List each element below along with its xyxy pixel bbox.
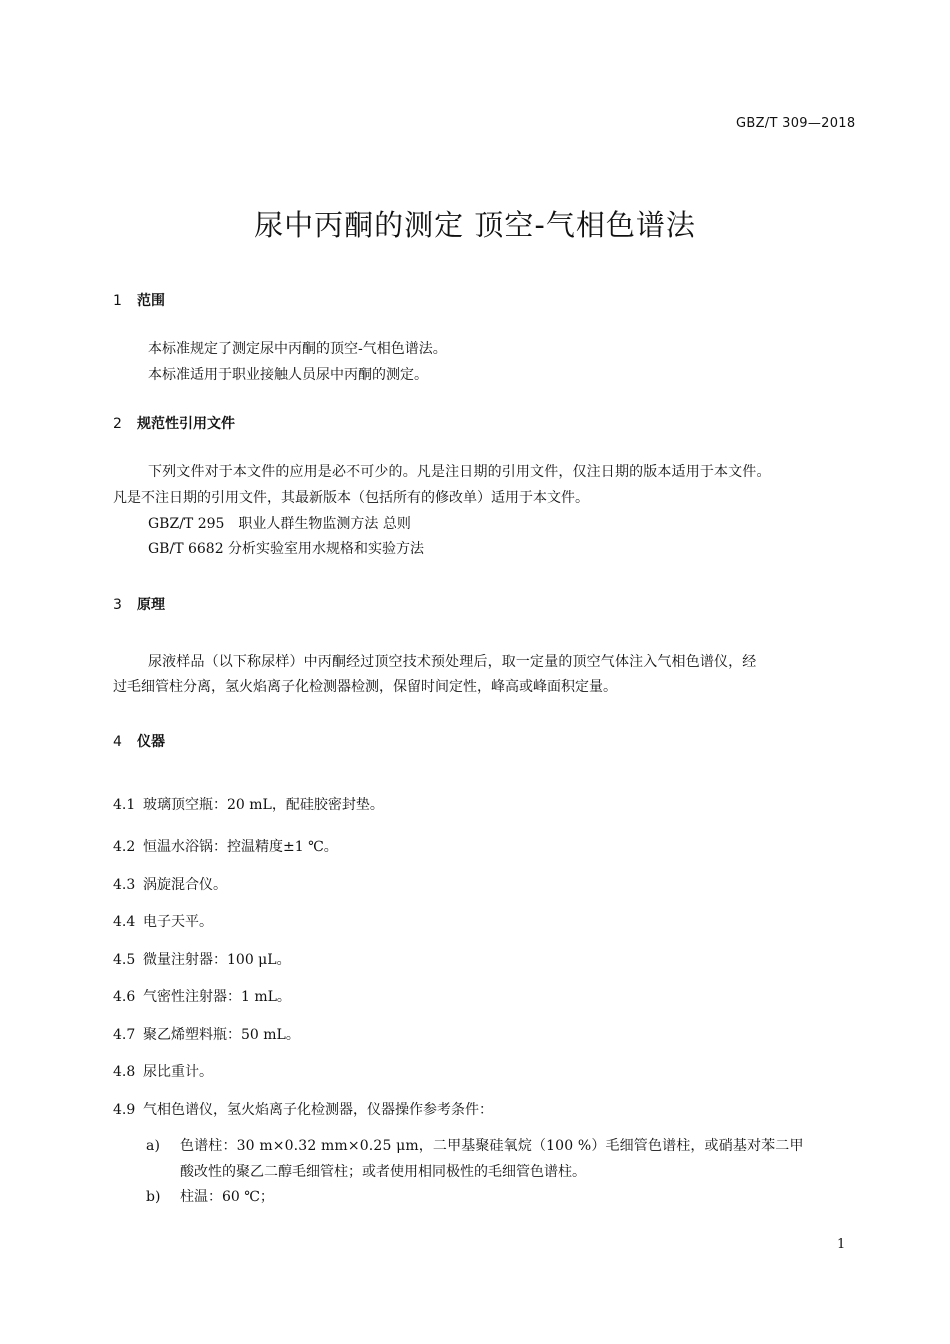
item-number: 4.7 xyxy=(113,1027,136,1043)
item-number: 4.1 xyxy=(113,797,136,813)
sublist-item xyxy=(146,1186,274,1206)
list-item xyxy=(113,1061,213,1081)
list-item xyxy=(113,874,227,894)
section-number: 2 xyxy=(113,416,122,432)
item-text: 微量注射器：100 μL。 xyxy=(143,952,291,968)
standard-code: GBZ/T 309—2018 xyxy=(736,116,856,131)
item-text: 涡旋混合仪。 xyxy=(143,877,227,893)
sublist-text: 柱温：60 ℃； xyxy=(180,1189,274,1205)
sublist-text: 色谱柱：30 m×0.32 mm×0.25 μm，二甲基聚硅氧烷（100 %）毛细管色谱柱，或硝基对苯二甲 xyxy=(180,1138,804,1154)
item-number: 4.8 xyxy=(113,1064,136,1080)
section-heading-4 xyxy=(113,731,165,751)
section-title: 规范性引用文件 xyxy=(137,416,235,432)
list-item xyxy=(113,1099,493,1119)
list-item xyxy=(113,986,291,1006)
paragraph: 过毛细管柱分离，氢火焰离子化检测器检测，保留时间定性，峰高或峰面积定量。 xyxy=(113,679,617,695)
item-number: 4.2 xyxy=(113,839,136,855)
section-heading-1 xyxy=(113,290,165,310)
item-text: 气相色谱仪，氢火焰离子化检测器，仪器操作参考条件： xyxy=(143,1102,493,1118)
section-title: 范围 xyxy=(137,293,165,309)
item-number: 4.6 xyxy=(113,989,136,1005)
paragraph: 本标准适用于职业接触人员尿中丙酮的测定。 xyxy=(148,367,428,383)
sublist-label: a) xyxy=(146,1138,161,1154)
section-heading-2 xyxy=(113,413,235,433)
sublist-continuation: 酸改性的聚乙二醇毛细管柱；或者使用相同极性的毛细管色谱柱。 xyxy=(180,1164,586,1180)
list-item xyxy=(113,1024,300,1044)
paragraph: 尿液样品（以下称尿样）中丙酮经过顶空技术预处理后，取一定量的顶空气体注入气相色谱仪，经 xyxy=(148,654,757,670)
sublist-item xyxy=(146,1135,804,1155)
list-item xyxy=(113,911,213,931)
paragraph: 本标准规定了测定尿中丙酮的顶空-气相色谱法。 xyxy=(148,341,447,357)
section-number: 1 xyxy=(113,293,122,309)
list-item xyxy=(113,836,338,856)
section-number: 3 xyxy=(113,597,122,613)
section-title: 仪器 xyxy=(137,734,165,750)
section-number: 4 xyxy=(113,734,122,750)
reference-item: GBZ/T 295 职业人群生物监测方法 总则 xyxy=(148,516,411,532)
paragraph: 下列文件对于本文件的应用是必不可少的。凡是注日期的引用文件，仅注日期的版本适用于本文件。 xyxy=(148,464,771,480)
list-item xyxy=(113,794,384,814)
reference-item: GB/T 6682 分析实验室用水规格和实验方法 xyxy=(148,541,425,557)
item-number: 4.4 xyxy=(113,914,136,930)
page-number: 1 xyxy=(837,1237,846,1252)
item-text: 气密性注射器：1 mL。 xyxy=(143,989,291,1005)
item-text: 恒温水浴锅：控温精度±1 ℃。 xyxy=(143,839,338,855)
item-text: 聚乙烯塑料瓶：50 mL。 xyxy=(143,1027,300,1043)
item-text: 玻璃顶空瓶：20 mL，配硅胶密封垫。 xyxy=(143,797,384,813)
section-heading-3 xyxy=(113,594,165,614)
section-title: 原理 xyxy=(137,597,165,613)
document-title: 尿中丙酮的测定 顶空-气相色谱法 xyxy=(254,208,696,242)
list-item xyxy=(113,949,291,969)
item-number: 4.5 xyxy=(113,952,136,968)
item-number: 4.3 xyxy=(113,877,136,893)
item-text: 尿比重计。 xyxy=(143,1064,213,1080)
item-number: 4.9 xyxy=(113,1102,136,1118)
paragraph: 凡是不注日期的引用文件，其最新版本（包括所有的修改单）适用于本文件。 xyxy=(113,490,589,506)
sublist-label: b) xyxy=(146,1189,161,1205)
item-text: 电子天平。 xyxy=(143,914,213,930)
